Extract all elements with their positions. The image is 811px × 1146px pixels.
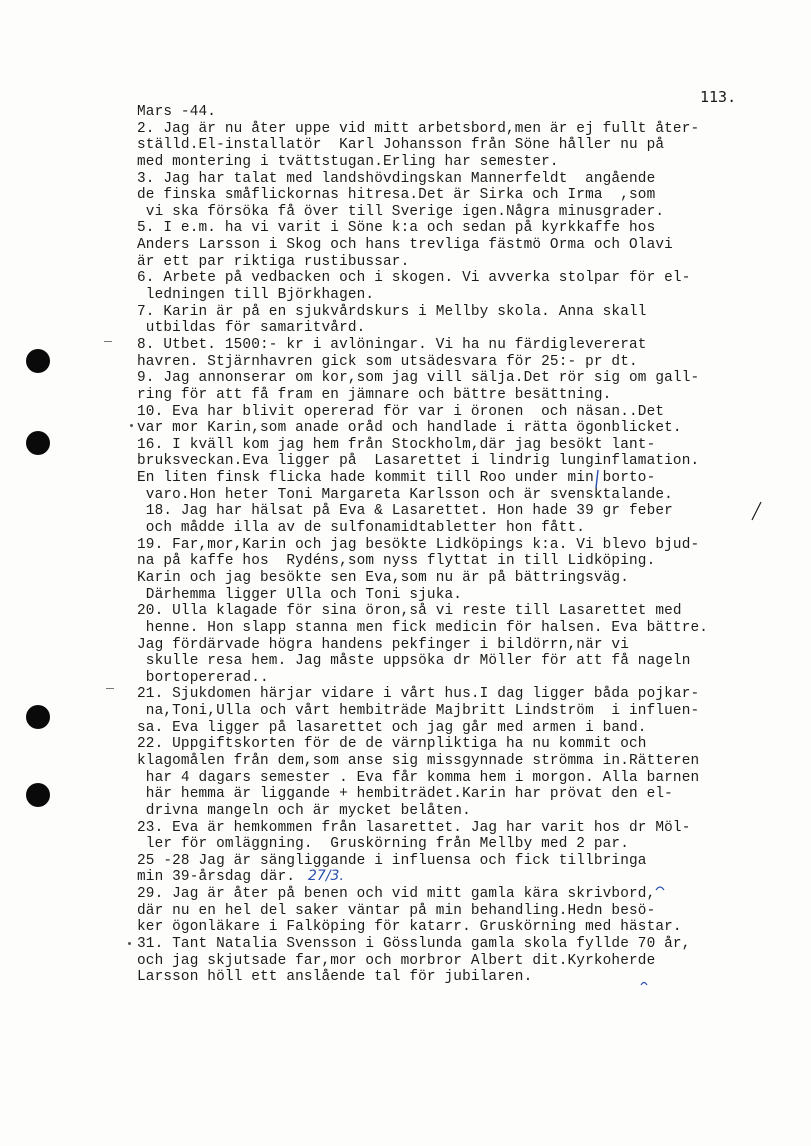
- text-line: ler för omläggning. Gruskörning från Mellby med 2 par.: [137, 836, 630, 853]
- text-line: sa. Eva ligger på lasarettet och jag går med armen i band.: [137, 719, 647, 736]
- text-line: 16. I kväll kom jag hem från Stockholm,där jag besökt lant-: [137, 436, 656, 453]
- text-line: 6. Arbete på vedbacken och i skogen. Vi avverka stolpar för el-: [137, 270, 691, 287]
- text-line: har 4 dagars semester . Eva får komma hem i morgon. Alla barnen: [137, 769, 700, 786]
- margin-mark: [130, 424, 133, 427]
- text-line: bruksveckan.Eva ligger på Lasarettet i lindrig lunginflamation.: [137, 453, 700, 470]
- text-line: Därhemma ligger Ulla och Toni sjuka.: [137, 586, 463, 603]
- text-line: är ett par riktiga rustibussar.: [137, 253, 410, 270]
- text-line: skulle resa hem. Jag måste uppsöka dr Möller för att få nageln: [137, 653, 691, 670]
- text-line: 7. Karin är på en sjukvårdskurs i Mellby skola. Anna skall: [137, 303, 647, 320]
- margin-mark: [104, 341, 112, 342]
- text-line: 25 -28 Jag är sängliggande i influensa och fick tillbringa: [137, 852, 647, 869]
- text-line: 8. Utbet. 1500:- kr i avlöningar. Vi ha nu färdiglevererat: [137, 336, 647, 353]
- text-line: 23. Eva är hemkommen från lasarettet. Jag har varit hos dr Möl-: [137, 819, 691, 836]
- text-line: och mådde illa av de sulfonamidtabletter hon fått.: [137, 520, 586, 537]
- text-line: de finska småflickornas hitresa.Det är Sirka och Irma ,som: [137, 187, 656, 204]
- text-line: 2. Jag är nu åter uppe vid mitt arbetsbord,men är ej fullt åter-: [137, 120, 700, 137]
- punch-hole-icon: [26, 431, 50, 455]
- text-line: ställd.El-installatör Karl Johansson från Söne håller nu på: [137, 137, 665, 154]
- text-line: bortopererad..: [137, 669, 269, 686]
- text-line: 9. Jag annonserar om kor,som jag vill sälja.Det rör sig om gall-: [137, 370, 700, 387]
- text-line: na,Toni,Ulla och vårt hembiträde Majbritt Lindström i influen-: [137, 703, 700, 720]
- text-line: ring för att få fram en jämnare och bättre besättning.: [137, 386, 612, 403]
- text-line: där nu en hel del saker väntar på min behandling.Hedn besö-: [137, 902, 656, 919]
- text-line: utbildas för samaritvård.: [137, 320, 366, 337]
- punch-hole-icon: [26, 783, 50, 807]
- text-line: 20. Ulla klagade för sina öron,så vi reste till Lasarettet med: [137, 603, 682, 620]
- text-line: och jag skjutsade far,mor och morbror Albert dit.Kyrkoherde: [137, 952, 656, 969]
- text-line: havren. Stjärnhavren gick som utsädesvara för 25:- pr dt.: [137, 353, 638, 370]
- text-line: varo.Hon heter Toni Margareta Karlsson och är svensktalande.: [137, 486, 673, 503]
- punch-hole-icon: [26, 349, 50, 373]
- text-line: klagomålen från dem,som anse sig missgynnade strömma in.Rätteren: [137, 752, 700, 769]
- diary-text: [137, 104, 777, 986]
- margin-mark: [128, 942, 131, 945]
- text-line: 21. Sjukdomen härjar vidare i vårt hus.I dag ligger båda pojkar-: [137, 686, 700, 703]
- text-line: henne. Hon slapp stanna men fick medicin för halsen. Eva bättre.: [137, 619, 709, 636]
- page-number: 113.: [700, 88, 737, 106]
- text-line: na på kaffe hos Rydéns,som nyss flyttat in till Lidköping.: [137, 553, 656, 570]
- text-line: vi ska försöka få över till Sverige igen.Några minusgrader.: [137, 203, 665, 220]
- text-line: 10. Eva har blivit opererad för var i öronen och näsan..Det: [137, 403, 665, 420]
- text-line: här hemma är liggande + hembiträdet.Karin har prövat den el-: [137, 786, 673, 803]
- text-line: En liten finsk flicka hade kommit till Roo under min borto-: [137, 470, 656, 487]
- text-line: Jag fördärvade högra handens pekfinger i bildörrn,när vi: [137, 636, 630, 653]
- text-line: Larsson höll ett anslående tal för jubilaren.: [137, 969, 533, 986]
- text-line: 31. Tant Natalia Svensson i Gösslunda gamla skola fyllde 70 år,: [137, 936, 691, 953]
- punch-hole-icon: [26, 705, 50, 729]
- text-line: 19. Far,mor,Karin och jag besökte Lidköpings k:a. Vi blevo bjud-: [137, 536, 700, 553]
- text-line: ker ögonläkare i Falköping för katarr. Gruskörning med hästar.: [137, 919, 682, 936]
- text-line: Mars -44.: [137, 104, 217, 120]
- text-line: Karin och jag besökte sen Eva,som nu är på bättringsväg.: [137, 569, 630, 586]
- text-line: var mor Karin,som anade oråd och handlade i rätta ögonblicket.: [137, 420, 682, 437]
- text-line: 22. Uppgiftskorten för de de värnpliktiga ha nu kommit och: [137, 736, 647, 753]
- text-line: min 39-årsdag där.: [137, 869, 296, 886]
- text-line: 18. Jag har hälsat på Eva & Lasarettet. Hon hade 39 gr feber: [137, 503, 673, 520]
- handwritten-note: 27/3.: [308, 868, 344, 884]
- text-line: ledningen till Björkhagen.: [137, 287, 375, 304]
- margin-mark: [106, 688, 114, 689]
- text-line: 29. Jag är åter på benen och vid mitt gamla kära skrivbord,: [137, 886, 656, 903]
- text-line: med montering i tvättstugan.Erling har semester.: [137, 153, 559, 170]
- text-line: Anders Larsson i Skog och hans trevliga fästmö Orma och Olavi: [137, 237, 673, 254]
- text-line: drivna mangeln och är mycket belåten.: [137, 802, 471, 819]
- text-line: 3. Jag har talat med landshövdingskan Mannerfeldt angående: [137, 170, 656, 187]
- text-line: 5. I e.m. ha vi varit i Söne k:a och sedan på kyrkkaffe hos: [137, 220, 656, 237]
